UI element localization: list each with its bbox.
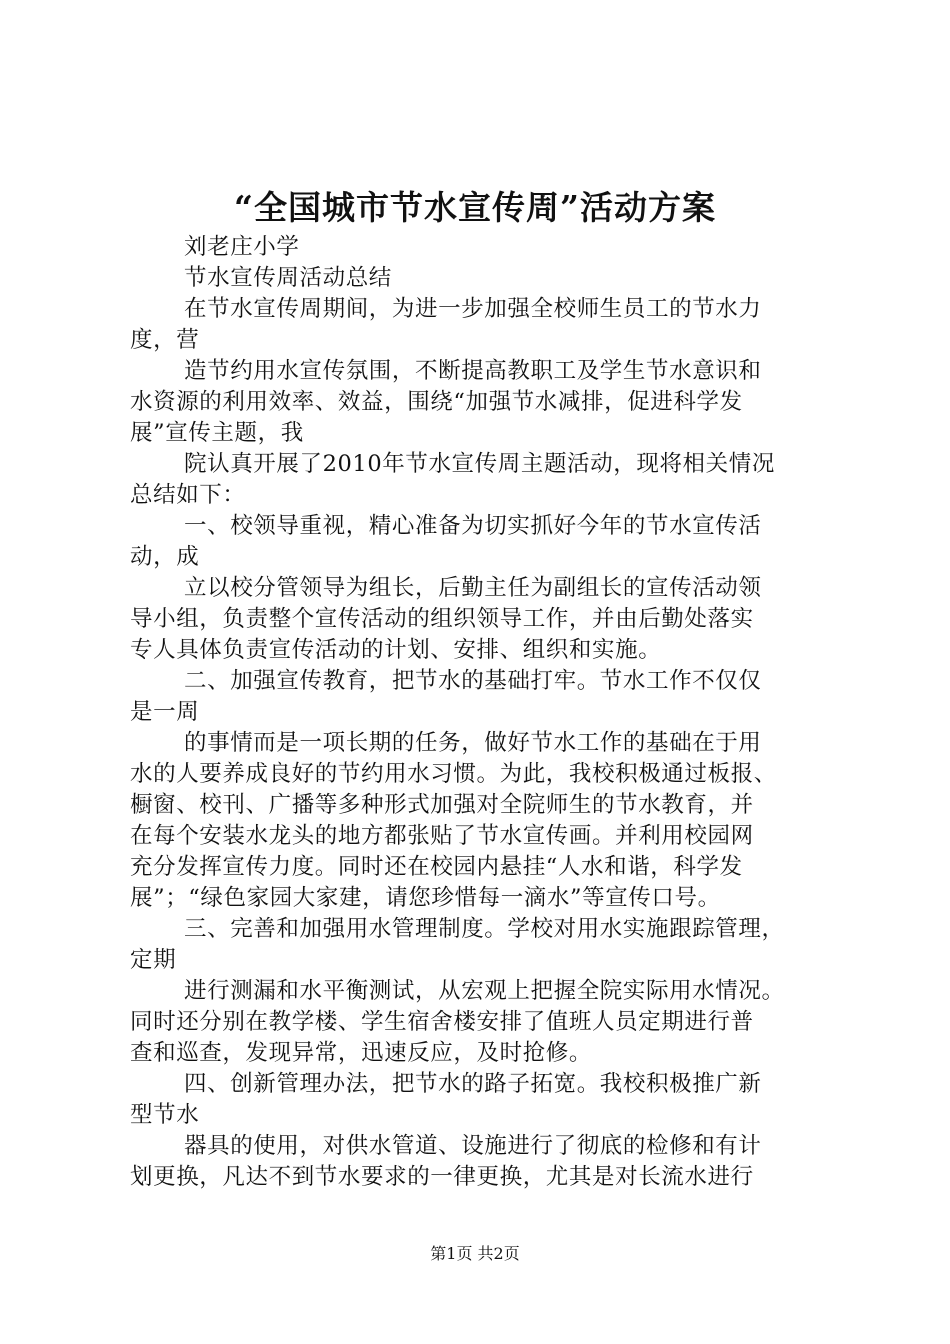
- document-body: [130, 232, 830, 1193]
- paragraph-line: 充分发挥宣传力度。同时还在校园内悬挂“人水和谐，科学发: [130, 854, 743, 880]
- paragraph-line: 院认真开展了2010年节水宣传周主题活动，现将相关情况: [184, 451, 775, 477]
- paragraph-line: 三、完善和加强用水管理制度。学校对用水实施跟踪管理，: [184, 916, 785, 942]
- paragraph-line: 在每个安装水龙头的地方都张贴了节水宣传画。并利用校园网: [130, 823, 754, 849]
- paragraph-line: 造节约用水宣传氛围，不断提高教职工及学生节水意识和: [184, 358, 762, 384]
- paragraph-line: 一、校领导重视，精心准备为切实抓好今年的节水宣传活: [184, 513, 762, 539]
- paragraph-line: 度，营: [130, 327, 200, 353]
- paragraph-line: 定期: [130, 947, 177, 973]
- paragraph-line: 总结如下：: [130, 482, 246, 508]
- paragraph-line: 展”；“绿色家园大家建，请您珍惜每一滴水”等宣传口号。: [130, 885, 721, 911]
- paragraph-line: 刘老庄小学: [184, 234, 300, 260]
- paragraph-line: 动，成: [130, 544, 200, 570]
- paragraph-line: 橱窗、校刊、广播等多种形式加强对全院师生的节水教育，并: [130, 792, 754, 818]
- paragraph-line: 在节水宣传周期间，为进一步加强全校师生员工的节水力: [184, 296, 762, 322]
- paragraph-line: 水的人要养成良好的节约用水习惯。为此，我校积极通过板报、: [130, 761, 777, 787]
- document-title: “全国城市节水宣传周”活动方案: [234, 188, 716, 227]
- paragraph-line: 导小组，负责整个宣传活动的组织领导工作，并由后勤处落实: [130, 606, 754, 632]
- paragraph-line: 查和巡查，发现异常，迅速反应，及时抢修。: [130, 1040, 593, 1066]
- paragraph-line: 是一周: [130, 699, 200, 725]
- paragraph-line: 展”宣传主题，我: [130, 420, 304, 446]
- page-footer: 第1页 共2页: [430, 1244, 520, 1263]
- paragraph-line: 立以校分管领导为组长，后勤主任为副组长的宣传活动领: [184, 575, 762, 601]
- paragraph-line: 同时还分别在教学楼、学生宿舍楼安排了值班人员定期进行普: [130, 1009, 754, 1035]
- paragraph-line: 的事情而是一项长期的任务，做好节水工作的基础在于用: [184, 730, 762, 756]
- paragraph-line: 型节水: [130, 1102, 200, 1128]
- paragraph-line: 节水宣传周活动总结: [184, 265, 392, 291]
- paragraph-line: 二、加强宣传教育，把节水的基础打牢。节水工作不仅仅: [184, 668, 762, 694]
- paragraph-line: 四、创新管理办法，把节水的路子拓宽。我校积极推广新: [184, 1071, 762, 1097]
- paragraph-line: 进行测漏和水平衡测试，从宏观上把握全院实际用水情况。: [184, 978, 785, 1004]
- paragraph-line: 划更换，凡达不到节水要求的一律更换，尤其是对长流水进行: [130, 1164, 754, 1190]
- paragraph-line: 专人具体负责宣传活动的计划、安排、组织和实施。: [130, 637, 662, 663]
- paragraph-line: 器具的使用，对供水管道、设施进行了彻底的检修和有计: [184, 1133, 762, 1159]
- paragraph-line: 水资源的利用效率、效益，围绕“加强节水减排，促进科学发: [130, 389, 743, 415]
